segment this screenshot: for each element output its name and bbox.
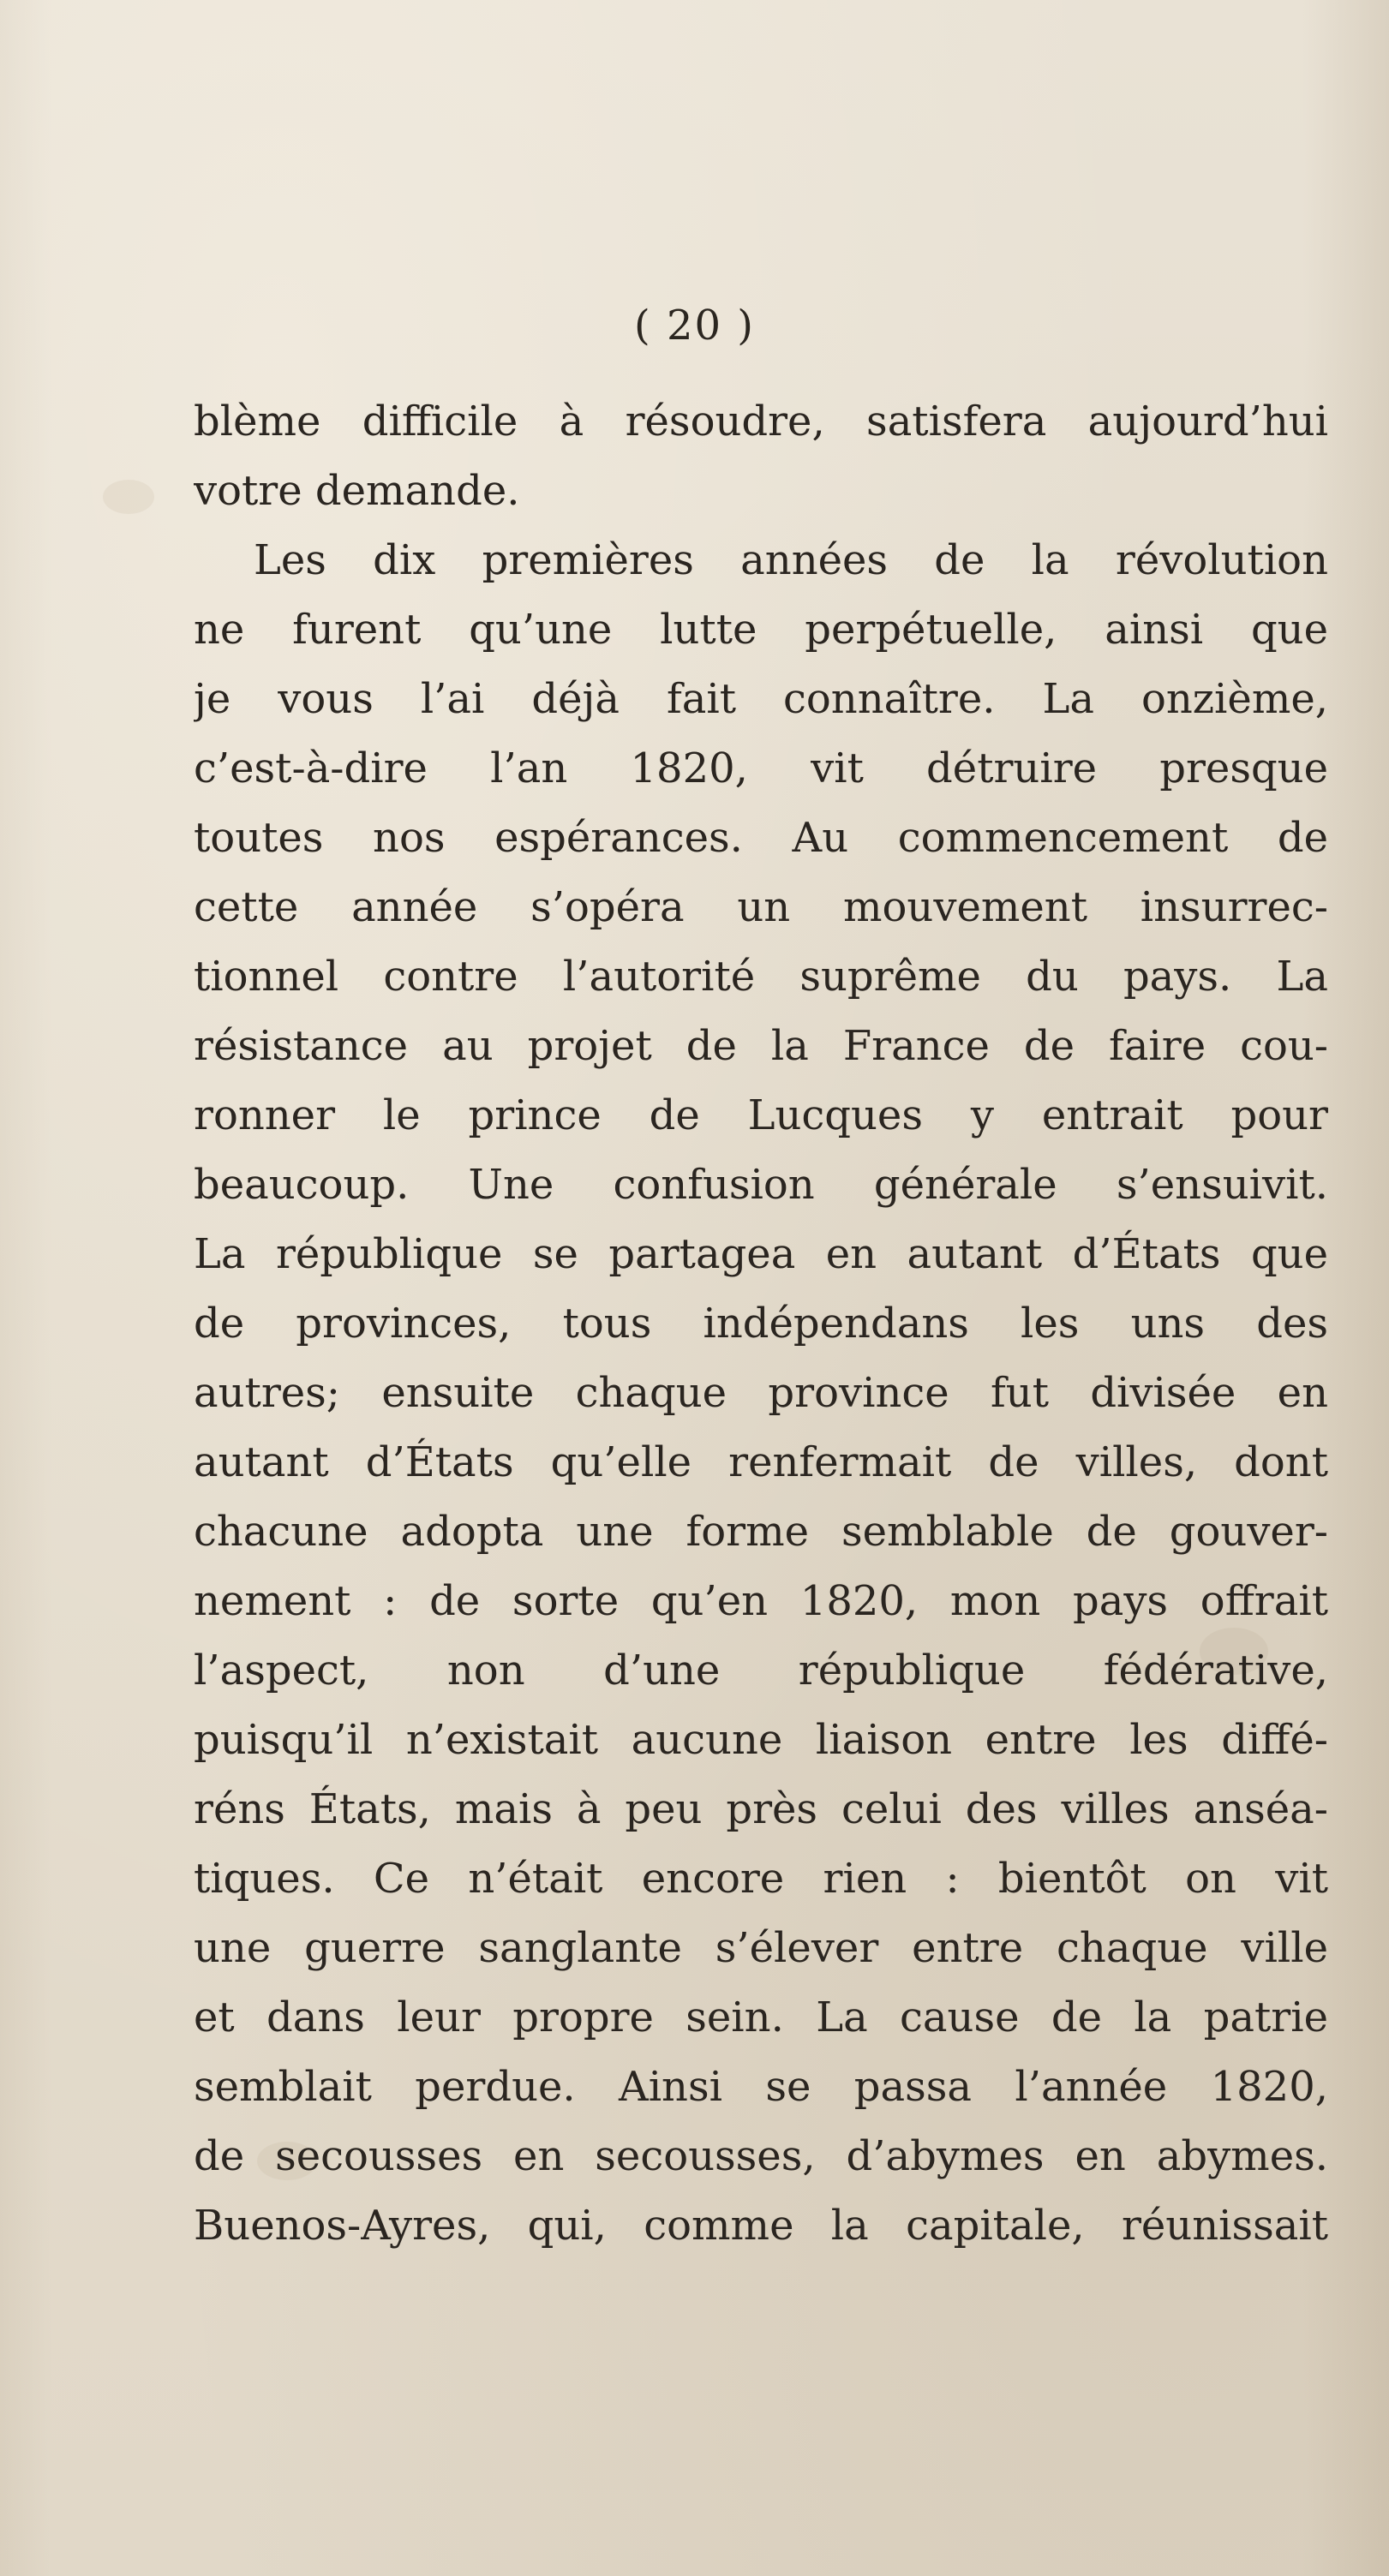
text-line: je vous l’ai déjà fait connaître. La onzième, xyxy=(194,675,1328,723)
text-line: autant d’États qu’elle renfermait de villes, dont xyxy=(194,1438,1328,1486)
text-line: une guerre sanglante s’élever entre chaque ville xyxy=(194,1924,1328,1972)
text-line: Buenos-Ayres, qui, comme la capitale, réunissait xyxy=(194,2202,1328,2250)
text-line: semblait perdue. Ainsi se passa l’année 1820, xyxy=(194,2063,1328,2111)
text-line: Les dix premières années de la révolution xyxy=(254,536,1328,584)
text-line: réns États, mais à peu près celui des villes anséa- xyxy=(194,1785,1328,1833)
text-line: toutes nos espérances. Au commencement de xyxy=(194,814,1328,862)
text-line: l’aspect, non d’une république fédérative, xyxy=(194,1647,1328,1694)
paper-stain xyxy=(103,480,154,514)
text-line: résistance au projet de la France de faire cou- xyxy=(194,1022,1328,1070)
text-line: de secousses en secousses, d’abymes en abymes. xyxy=(194,2132,1328,2180)
text-line: beaucoup. Une confusion générale s’ensuivit. xyxy=(194,1161,1328,1209)
text-line: ne furent qu’une lutte perpétuelle, ainsi que xyxy=(194,606,1328,654)
text-line: autres; ensuite chaque province fut divisée en xyxy=(194,1369,1328,1417)
text-line: tiques. Ce n’était encore rien : bientôt on vit xyxy=(194,1855,1328,1903)
text-line: et dans leur propre sein. La cause de la patrie xyxy=(194,1993,1328,2041)
page-number: ( 20 ) xyxy=(633,302,756,350)
text-line: c’est-à-dire l’an 1820, vit détruire presque xyxy=(194,744,1328,792)
text-line: votre demande. xyxy=(194,467,520,515)
text-line: chacune adopta une forme semblable de gouver- xyxy=(194,1508,1328,1556)
body-text xyxy=(194,387,1328,2261)
text-line: de provinces, tous indépendans les uns des xyxy=(194,1300,1328,1348)
text-line: tionnel contre l’autorité suprême du pays. La xyxy=(194,953,1328,1001)
text-line: La république se partagea en autant d’États que xyxy=(194,1230,1328,1278)
text-line: blème difficile à résoudre, satisfera aujourd’hui xyxy=(194,397,1328,445)
text-line: ronner le prince de Lucques y entrait pour xyxy=(194,1091,1328,1139)
text-line: puisqu’il n’existait aucune liaison entre les diffé- xyxy=(194,1716,1328,1764)
text-line: nement : de sorte qu’en 1820, mon pays offrait xyxy=(194,1577,1328,1625)
text-line: cette année s’opéra un mouvement insurrec- xyxy=(194,883,1328,931)
